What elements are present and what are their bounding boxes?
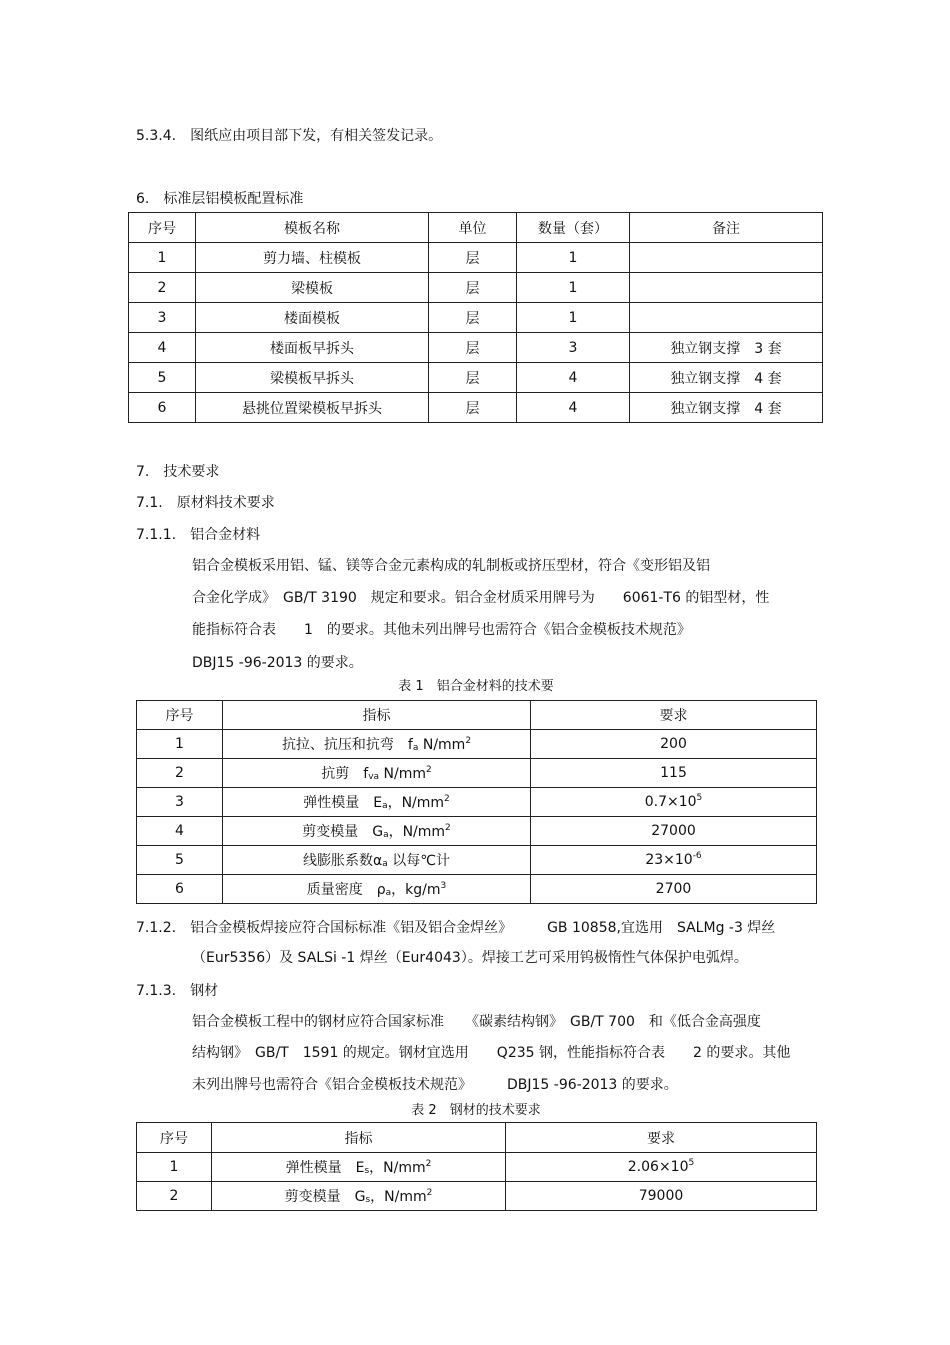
unit-text: N/mm	[418, 737, 466, 753]
cell	[212, 1153, 506, 1182]
clause-7-1-2-line: 7.1.2. 铝合金模板焊接应符合国标标准《铝及铝合金焊丝》 GB 10858,宜选用 SALMg -3 焊丝	[136, 920, 776, 936]
header-cell: 序号	[137, 701, 223, 730]
requirement-value: 23×10	[645, 852, 693, 868]
cell	[531, 846, 817, 875]
requirement-value: 27000	[651, 823, 696, 839]
cell: 独立钢支撑 3 套	[630, 333, 823, 363]
table-header-row	[129, 213, 823, 243]
cell: 1	[129, 243, 196, 273]
table-row	[129, 303, 823, 333]
superscript: 2	[425, 1159, 432, 1169]
cell: 3	[517, 333, 630, 363]
paragraph-line: 铝合金模板采用铝、锰、镁等合金元素构成的轧制板或挤压型材，符合《变形铝及铝	[192, 558, 710, 574]
cell: 2	[137, 1182, 212, 1211]
cell	[630, 243, 823, 273]
cell	[212, 1182, 506, 1211]
cell: 1	[517, 303, 630, 333]
unit-text: ，N/mm	[369, 1160, 426, 1176]
cell: 层	[429, 243, 517, 273]
header-cell: 指标	[223, 701, 531, 730]
cell	[223, 817, 531, 846]
cell	[630, 303, 823, 333]
unit-text: ，N/mm	[387, 795, 445, 811]
cell: 4	[517, 393, 630, 423]
table-row	[129, 273, 823, 303]
requirement-value: 200	[660, 736, 687, 752]
paragraph-line: 铝合金模板工程中的钢材应符合国家标准 《碳素结构钢》 GB/T 700 和《低合金高强度	[192, 1014, 761, 1030]
cell	[531, 875, 817, 904]
paragraph-line: 合金化学成》 GB/T 3190 规定和要求。铝合金材质采用牌号为 6061-T6 的铝型材，性	[192, 590, 770, 606]
indicator-text: 弹性模量 E	[285, 1160, 365, 1176]
cell: 梁模板	[196, 273, 429, 303]
cell: 6	[129, 393, 196, 423]
cell: 楼面模板	[196, 303, 429, 333]
cell: 5	[137, 846, 223, 875]
table-row	[129, 393, 823, 423]
cell	[223, 875, 531, 904]
header-cell: 要求	[531, 701, 817, 730]
cell: 4	[129, 333, 196, 363]
paragraph-line: 未列出牌号也需符合《铝合金模板技术规范》 DBJ15 -96-2013 的要求。	[192, 1077, 678, 1093]
section-7-1-1-heading: 7.1.1. 铝合金材料	[136, 527, 261, 543]
clause-7-1-2-line: （Eur5356）及 SALSi -1 焊丝（Eur4043）。焊接工艺可采用钨极惰性气体保护电弧焊。	[192, 950, 748, 966]
table-row	[137, 875, 817, 904]
table-row	[137, 759, 817, 788]
formwork-config-table	[128, 212, 823, 423]
unit-text: ，N/mm	[388, 824, 446, 840]
table-header-row	[137, 1123, 817, 1153]
header-cell: 指标	[212, 1123, 506, 1153]
superscript: 5	[688, 1158, 695, 1168]
table-2-caption: 表 2 钢材的技术要求	[411, 1103, 541, 1118]
cell: 层	[429, 303, 517, 333]
cell: 3	[137, 788, 223, 817]
table-row	[129, 333, 823, 363]
cell: 楼面板早拆头	[196, 333, 429, 363]
cell: 4	[517, 363, 630, 393]
cell: 悬挑位置梁模板早拆头	[196, 393, 429, 423]
section-7-1-heading: 7.1. 原材料技术要求	[136, 495, 275, 511]
requirement-value: 79000	[638, 1188, 684, 1204]
indicator-text: 剪变模量 G	[302, 824, 384, 840]
cell	[223, 788, 531, 817]
cell	[223, 730, 531, 759]
superscript: 2	[465, 736, 472, 746]
cell: 1	[517, 243, 630, 273]
subscript: s	[364, 1166, 370, 1176]
cell: 2	[129, 273, 196, 303]
header-cell: 模板名称	[196, 213, 429, 243]
cell: 剪力墙、柱模板	[196, 243, 429, 273]
cell	[223, 759, 531, 788]
cell	[506, 1153, 817, 1182]
superscript: 3	[440, 881, 447, 891]
table-row	[137, 788, 817, 817]
paragraph-line: DBJ15 -96-2013 的要求。	[192, 655, 363, 671]
subscript: a	[382, 801, 388, 811]
superscript: -6	[692, 851, 702, 861]
header-cell: 单位	[429, 213, 517, 243]
subscript: a	[412, 743, 419, 753]
table-row	[137, 817, 817, 846]
cell: 1	[517, 273, 630, 303]
cell: 1	[137, 730, 223, 759]
requirement-value: 2.06×10	[627, 1159, 689, 1175]
paragraph-line: 能指标符合表 1 的要求。其他未列出牌号也需符合《铝合金模板技术规范》	[192, 622, 691, 638]
table-1-caption: 表 1 铝合金材料的技术要	[398, 679, 554, 694]
requirement-value: 0.7×10	[644, 794, 697, 810]
unit-text: ，N/mm	[370, 1189, 427, 1205]
superscript: 2	[425, 765, 432, 775]
cell	[630, 273, 823, 303]
unit-text: N/mm	[379, 766, 426, 782]
cell: 层	[429, 333, 517, 363]
clause-5-3-4: 5.3.4. 图纸应由项目部下发，有相关签发记录。	[136, 128, 443, 144]
cell: 2	[137, 759, 223, 788]
subscript: s	[365, 1195, 371, 1205]
table-header-row	[137, 701, 817, 730]
cell: 梁模板早拆头	[196, 363, 429, 393]
cell: 6	[137, 875, 223, 904]
unit-text: 以每℃计	[387, 853, 450, 869]
superscript: 2	[444, 794, 450, 804]
unit-text: ，kg/m	[391, 882, 441, 898]
cell: 5	[129, 363, 196, 393]
indicator-text: 质量密度 ρ	[306, 882, 386, 898]
section-7-heading: 7. 技术要求	[136, 464, 220, 480]
cell: 4	[137, 817, 223, 846]
indicator-text: 线膨胀系数α	[303, 853, 383, 869]
cell	[531, 788, 817, 817]
table-row	[129, 243, 823, 273]
subscript: a	[385, 888, 392, 898]
header-cell: 备注	[630, 213, 823, 243]
indicator-text: 弹性模量 E	[303, 795, 383, 811]
requirement-value: 2700	[655, 881, 692, 897]
subscript: va	[368, 772, 380, 782]
table-row	[137, 1153, 817, 1182]
indicator-text: 抗剪 f	[321, 766, 369, 782]
subscript: a	[382, 859, 388, 869]
table-row	[137, 1182, 817, 1211]
cell	[531, 817, 817, 846]
indicator-text: 抗拉、抗压和抗弯 f	[281, 737, 413, 753]
subscript: a	[383, 830, 389, 840]
cell	[531, 759, 817, 788]
cell: 独立钢支撑 4 套	[630, 393, 823, 423]
table-row	[137, 846, 817, 875]
cell: 层	[429, 393, 517, 423]
cell: 层	[429, 363, 517, 393]
table-row	[137, 730, 817, 759]
header-cell: 数量（套）	[517, 213, 630, 243]
header-cell: 序号	[137, 1123, 212, 1153]
table-row	[129, 363, 823, 393]
cell: 层	[429, 273, 517, 303]
superscript: 2	[426, 1188, 433, 1198]
requirement-value: 115	[660, 765, 687, 781]
cell: 独立钢支撑 4 套	[630, 363, 823, 393]
header-cell: 要求	[506, 1123, 817, 1153]
cell: 3	[129, 303, 196, 333]
header-cell: 序号	[129, 213, 196, 243]
indicator-text: 剪变模量 G	[284, 1189, 366, 1205]
cell	[223, 846, 531, 875]
section-6-heading: 6. 标准层铝模板配置标准	[136, 191, 304, 207]
cell: 1	[137, 1153, 212, 1182]
superscript: 5	[696, 793, 703, 803]
section-7-1-3-heading: 7.1.3. 钢材	[136, 983, 219, 999]
superscript: 2	[445, 823, 451, 833]
aluminum-spec-table	[136, 700, 817, 904]
steel-spec-table	[136, 1122, 817, 1211]
paragraph-line: 结构钢》 GB/T 1591 的规定。钢材宜选用 Q235 钢，性能指标符合表 2 的要求。其他	[192, 1045, 791, 1061]
cell	[531, 730, 817, 759]
cell	[506, 1182, 817, 1211]
